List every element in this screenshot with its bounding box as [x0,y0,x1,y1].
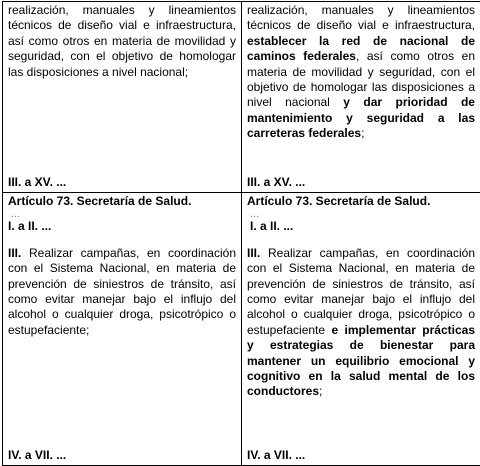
cell-current-text-row1 [3,2,242,193]
cell-current-text-row2 [3,193,242,466]
comparison-table [2,1,480,466]
table-row [3,2,480,193]
article-heading: Artículo 73. Secretaría de Salud. [247,194,475,209]
ellipsis-mark: ... [247,209,475,219]
items-iv-vii: IV. a VII. ... [247,448,305,463]
ellipsis-mark: ... [8,209,236,219]
cell-proposed-text-row1 [242,2,480,193]
current-text-footer: III. a XV. ... [8,175,66,190]
items-i-ii: I. a II. ... [247,219,475,234]
current-text-paragraph: realización, manuales y lineamientos técnicos de diseño vial e infraestructura, así como otros en materia de movilidad y seguridad, con el objetivo de homologar las disposiciones a nivel nacional; [8,3,236,80]
cell-proposed-text-row2 [242,193,480,466]
proposed-text-paragraph: realización, manuales y lineamientos técnicos de diseño vial e infraestructura, establecer la red de nacional de caminos federales, así como otros en materia de movilidad y seguridad, con el objetivo de homologar las disposiciones a nivel nacional y dar prioridad de mantenimiento y seguridad a las carreteras federales; [247,3,475,142]
table-row [3,193,480,466]
item-iii-paragraph: III. Realizar campañas, en coordinación con el Sistema Nacional, en materia de prevención de siniestros de tránsito, así como evitar manejar bajo el influjo del alcohol o cualquier droga, psicotrópico o estupefaciente; [8,246,236,338]
items-iv-vii: IV. a VII. ... [8,448,66,463]
item-iii-paragraph: III. Realizar campañas, en coordinación con el Sistema Nacional, en materia de prevención de siniestros de tránsito, así como evitar manejar bajo el influjo del alcohol o cualquier droga, psicotrópico o estupefaciente e implementar prácticas y estrategias de bienestar para mantener un equilibrio emocional y cognitivo en la salud mental de los conductores; [247,246,475,400]
proposed-text-footer: III. a XV. ... [247,175,305,190]
items-i-ii: I. a II. ... [8,219,236,234]
article-heading: Artículo 73. Secretaría de Salud. [8,194,236,209]
